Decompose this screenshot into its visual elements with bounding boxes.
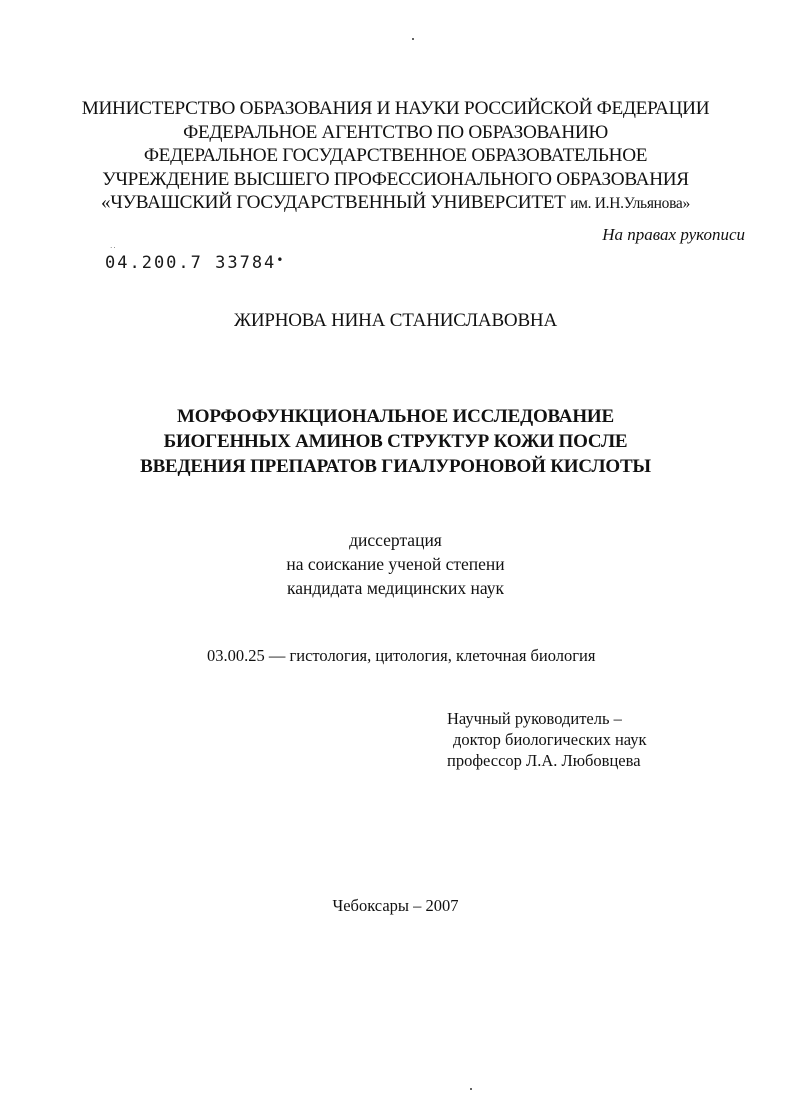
ministry-name: МИНИСТЕРСТВО ОБРАЗОВАНИЯ И НАУКИ РОССИЙСКОЙ ФЕДЕРАЦИИ: [81, 98, 710, 119]
title-line-3: ВВЕДЕНИЯ ПРЕПАРАТОВ ГИАЛУРОНОВОЙ КИСЛОТЫ: [140, 456, 651, 477]
degree-purpose: на соискание ученой степени: [286, 554, 505, 574]
dissertation-title: [0, 404, 791, 479]
manuscript-rights: На правах рукописи: [602, 225, 745, 244]
specialty-code: 03.00.25 — гистология, цитология, клеточная биология: [207, 646, 596, 665]
library-stamp-number: 04.200.7 33784: [105, 253, 277, 273]
degree-name: кандидата медицинских наук: [286, 578, 505, 598]
supervisor-block: [447, 708, 647, 771]
scan-speck: [470, 1088, 472, 1090]
degree-statement: [0, 528, 791, 600]
city-year: Чебоксары – 2007: [332, 896, 459, 915]
institution-header: [0, 97, 791, 216]
degree-type: диссертация: [349, 530, 442, 550]
university-suffix: им. И.Н.Ульянова»: [570, 195, 690, 212]
institution-type-line1: ФЕДЕРАЛЬНОЕ ГОСУДАРСТВЕННОЕ ОБРАЗОВАТЕЛЬНОЕ: [143, 145, 648, 166]
stamp-mark: ··: [110, 244, 117, 252]
supervisor-name: профессор Л.А. Любовцева: [447, 751, 641, 770]
institution-type-line2: УЧРЕЖДЕНИЕ ВЫСШЕГО ПРОФЕССИОНАЛЬНОГО ОБРАЗОВАНИЯ: [102, 168, 689, 190]
stamp-dot: •: [276, 253, 286, 267]
university-main: «ЧУВАШСКИЙ ГОСУДАРСТВЕННЫЙ УНИВЕРСИТЕТ: [101, 192, 566, 213]
library-stamp: [105, 253, 286, 273]
supervisor-degree: доктор биологических наук: [453, 730, 647, 749]
supervisor-role: Научный руководитель –: [447, 709, 622, 728]
title-line-2: БИОГЕННЫХ АМИНОВ СТРУКТУР КОЖИ ПОСЛЕ: [163, 431, 628, 452]
university-name: [0, 191, 791, 216]
title-line-1: МОРФОФУНКЦИОНАЛЬНОЕ ИССЛЕДОВАНИЕ: [177, 406, 614, 427]
scan-speck: [412, 38, 414, 40]
agency-name: ФЕДЕРАЛЬНОЕ АГЕНТСТВО ПО ОБРАЗОВАНИЮ: [183, 121, 608, 143]
author-name: ЖИРНОВА НИНА СТАНИСЛАВОВНА: [234, 310, 557, 331]
